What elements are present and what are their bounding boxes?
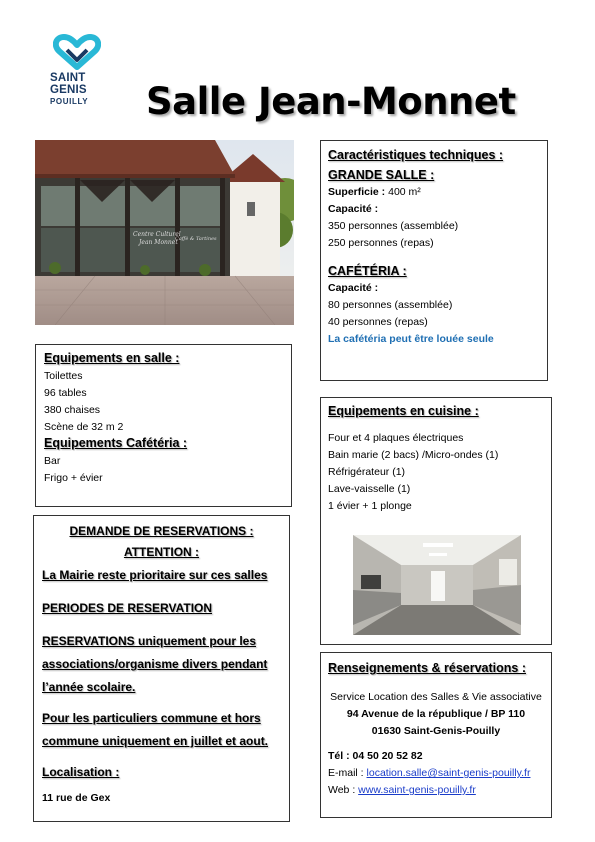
page-title: Salle Jean-Monnet	[146, 80, 516, 123]
resa-assoc-line2: associations/organisme divers pendant	[42, 657, 268, 671]
cuisine-item: Réfrigérateur (1)	[328, 466, 406, 478]
info-web-line: Web : www.saint-genis-pouilly.fr	[328, 784, 476, 796]
logo	[50, 34, 110, 108]
cuisine-item: 1 évier + 1 plonge	[328, 500, 412, 512]
reservation-box	[33, 515, 290, 822]
cuisine-item: Bain marie (2 bacs) /Micro-ondes (1)	[328, 449, 499, 461]
info-street: 94 Avenue de la république / BP 110	[346, 708, 526, 720]
resa-localisation: Localisation :	[42, 765, 120, 779]
cuisine-heading: Equipements en cuisine :	[328, 404, 479, 418]
technical-characteristics-box	[320, 140, 548, 381]
grande-salle-heading: GRANDE SALLE :	[328, 168, 435, 182]
room-equipment-box	[35, 344, 292, 507]
resa-assoc-line3: l’année scolaire.	[42, 680, 136, 694]
equip-cafeteria-item: Bar	[44, 455, 61, 467]
resa-part-line1: Pour les particuliers commune et hors	[42, 711, 261, 725]
capacity-assembly: 350 personnes (assemblée)	[328, 220, 459, 232]
cafeteria-note: La cafétéria peut être louée seule	[328, 333, 494, 345]
sign-text-1: Centre Culturel	[133, 231, 181, 238]
resa-periodes: PERIODES DE RESERVATION	[42, 601, 213, 615]
logo-text: SAINT GENIS POUILLY	[50, 72, 89, 106]
info-email-line: E-mail : location.salle@saint-genis-pouilly.fr	[328, 767, 531, 779]
resa-attention: ATTENTION :	[123, 545, 200, 559]
info-city: 01630 Saint-Genis-Pouilly	[371, 725, 501, 737]
equip-cafeteria-heading: Equipements Cafétéria :	[44, 436, 188, 450]
equip-cafeteria-item: Frigo + évier	[44, 472, 103, 484]
equip-item: 380 chaises	[44, 404, 101, 416]
tech-heading: Caractéristiques techniques :	[328, 148, 504, 162]
capacite-label: Capacité :	[328, 203, 379, 215]
resa-address: 11 rue de Gex	[42, 792, 111, 804]
sign-text-2: Jean Monnet	[139, 239, 178, 246]
cafeteria-capacite-label: Capacité :	[328, 282, 379, 294]
heart-logo-icon	[53, 34, 101, 70]
building-photo	[35, 140, 294, 325]
equip-item: 96 tables	[44, 387, 87, 399]
email-link[interactable]: location.salle@saint-genis-pouilly.fr	[366, 767, 531, 779]
info-tel: Tél : 04 50 20 52 82	[328, 750, 423, 762]
cafeteria-capacity-meal: 40 personnes (repas)	[328, 316, 428, 328]
cuisine-item: Four et 4 plaques électriques	[328, 432, 464, 444]
cafeteria-capacity-assembly: 80 personnes (assemblée)	[328, 299, 453, 311]
capacity-meal: 250 personnes (repas)	[328, 237, 434, 249]
cafeteria-heading: CAFÉTÉRIA :	[328, 264, 407, 278]
equip-item: Scène de 32 m 2	[44, 421, 124, 433]
superficie-line: Superficie : 400 m²	[328, 186, 421, 198]
kitchen-photo	[353, 535, 521, 635]
info-service: Service Location des Salles & Vie associative	[330, 691, 542, 703]
equip-item: Toilettes	[44, 370, 83, 382]
contact-box	[320, 652, 552, 818]
resa-part-line2: commune uniquement en juillet et aout.	[42, 734, 269, 748]
sign-text-3: Caffè & Tartines	[175, 236, 217, 242]
resa-heading: DEMANDE DE RESERVATIONS :	[69, 524, 254, 538]
info-heading: Renseignements & réservations :	[328, 661, 526, 675]
equip-heading: Equipements en salle :	[44, 351, 180, 365]
resa-assoc-line1: RESERVATIONS uniquement pour les	[42, 634, 257, 648]
resa-mairie: La Mairie reste prioritaire sur ces salles	[42, 568, 268, 582]
cuisine-item: Lave-vaisselle (1)	[328, 483, 411, 495]
web-link[interactable]: www.saint-genis-pouilly.fr	[358, 784, 476, 796]
